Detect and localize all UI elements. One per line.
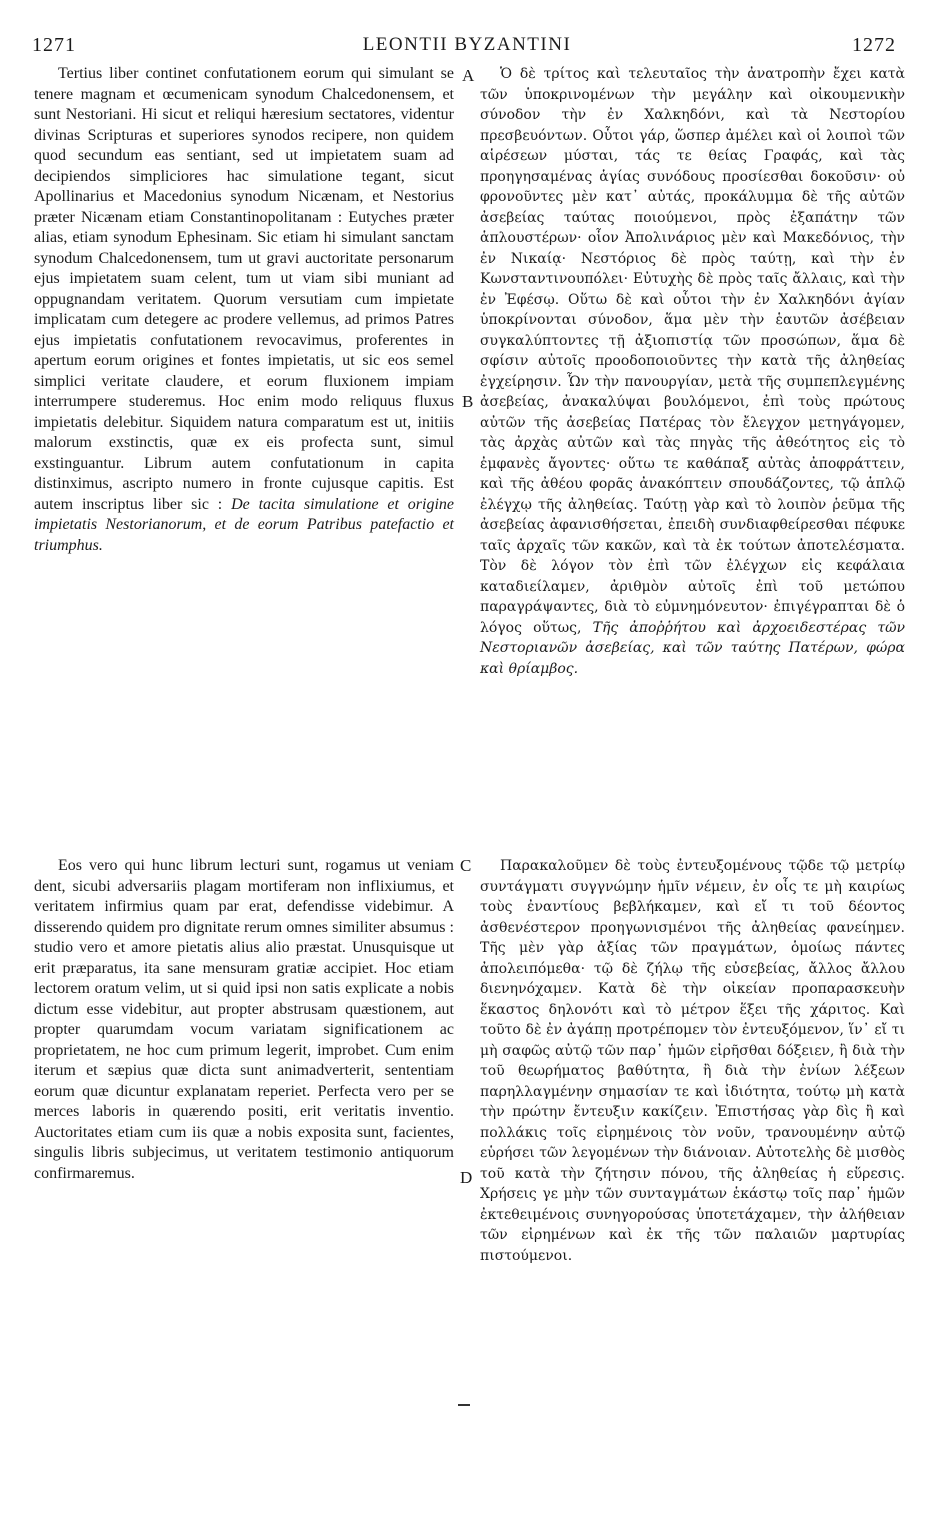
margin-marker-c: C [460,856,472,875]
latin-paragraph-1: Tertius liber continet confutationem eorum qui simulant se tenere magnam et œcumenicam synodum Chalcedonensem, et sunt Nestoriani. Hi sicut et reliqui hæresium sectatores, videntur divinas Scripturas et superiores synodos recipere, non quidem quod secundum eas sentiant, sed ut impietatem suam ad decipiendos simpliciores hac simulatione tegant, sicut Apollinarius et Macedonius synodum Nicænam, et Nestorius præter Nicænam etiam Constantinopolitanam : Eutyches præter alias, etiam synodum Ephesinam. Sic etiam hi simulant sanctam synodum Chalcedonensem, tum ut gravi auctoritate personarum ejus impietatem suam celent, tum ut viam sibi muniant ad oppugnandam veritatem. Quorum versutiam cum impietate implicatam cum detegere ac prodere vellemus, ad primos Patres ejus impietatis confutationem revocavimus, proferentes in apertum eorum origines et fontes impietatis, ut sic eos semel simplici veritate claudere, et eorum fluxionem impiam interrumpere studeremus. Hoc enim modo reliquus fluxus impietatis delebitur. Siquidem natura comparatum est ut, initiis malorum exstinctis, quæ ex eis profecta sunt, simul exstinguantur. Librum autem confutationum in capita distinximus, ascripto numero in fronte cujusque capitis. Est autem inscriptus liber sic : De tacita simulatione et origine impietatis Nestorianorum, et de eorum Patribus patefactio et triumphus. [34,65,454,554]
running-title: LEONTII BYZANTINI [362,34,572,55]
greek-paragraph-2: Παρακαλοῦμεν δὲ τοὺς ἐντευξομένους τῷδε τῷ μετρίῳ συντάγματι συγγνώμην ἡμῖν νέμειν, ἐν οἷς τε μὴ καιρίως τοὺς ἐναντίους βεβλήκαμεν, καὶ εἴ τι τοῦ δέοντος ἀσθενέστερον προηγωνισμένοι τῆς ἀληθείας φανείημεν. Τῆς μὲν γὰρ ἀξίας τῶν πραγμάτων, ὁμοίως πάντες ἀπολειπόμεθα· τῷ δὲ ζήλῳ τῆς εὐσεβείας, ἄλλος ἄλλου διενηνόχαμεν. Κατὰ δὲ τὴν οἰκείαν προπαρασκευὴν ἕκαστος δηλονότι καὶ τὸ μέτρον ἕξει τῆς χάριτος. Καὶ τοῦτο δὲ ἐν ἀγάπῃ προτρέπομεν τὸν ἐντευξόμενον, ἵν᾽ εἴ τι μὴ σαφῶς αὐτῷ τῶν παρ᾽ ἡμῶν εἰρῆσθαι δόξειεν, ἢ διὰ τὴν τοῦ θεωρήματος βαθύτητα, ἢ διὰ τὴν ἐνίων λέξεων παρηλλαγμένην σημασίαν τε καὶ ἰδιότητα, τούτῳ μὴ κατὰ τὴν πρώτην ἔντευξιν κακίζειν. Ἐπιστήσας γὰρ δὶς ἢ καὶ πολλάκις τοῖς εἰρημένοις τὸν νοῦν, τρανουμένην αὐτῷ εὑρήσει τῶν λεγομένων τὴν διάνοιαν. Αὐτοτελὴς δὲ μισθὸς τοῦ κατὰ τὴν ζήτησιν πόνου, τῆς ἀληθείας ἡ εὕρεσις. Χρήσεις γε μὴν τῶν συνταγμάτων ἑκάστῳ τοῖς παρ᾽ ἡμῶν ἐκτεθειμένοις συνηγορούσας ὑποτετάχαμεν, τὴν ἀλήθειαν τῶν εἰρημένων καὶ ἐκ τῆς τῶν παλαιῶν μαρτυρίας πιστούμενοι. [480,858,905,1264]
footer-dash [458,1404,470,1406]
page-number-right: 1272 [852,34,896,56]
page-header [0,22,934,62]
latin-column-lower [34,856,454,1184]
latin-book-title: De tacita simulatione et origine impietatis Nestorianorum, et de eorum Patribus patefactio et triumphus. [34,495,454,554]
margin-marker-b: B [462,392,474,411]
greek-column-lower [480,856,905,1266]
margin-marker-a: A [462,66,475,85]
greek-paragraph-1: Ὁ δὲ τρίτος καὶ τελευταῖος τὴν ἀνατροπὴν ἔχει κατὰ τῶν ὑποκρινομένων τὴν μεγάλην καὶ οἰκουμενικὴν σύνοδον τὴν ἐν Χαλκηδόνι, καὶ τὰ Νεστορίου πρεσβευόντων. Οὗτοι γάρ, ὥσπερ ἀμέλει καὶ οἱ λοιποὶ τῶν αἱρέσεων μύσται, τάς τε θείας Γραφάς, καὶ τὰς προηγησαμένας ἁγίας συνόδους προσίεσθαι δοκοῦσιν· οὐ φρονοῦντες μὲν κατ᾽ αὐτάς, προκάλυμμα δὲ τῆς αὐτῶν ἀσεβείας ταύτας ποιούμενοι, πρὸς ἐξαπάτην τῶν ἁπλουστέρων· οἷον Ἀπολινάριος μὲν καὶ Μακεδόνιος, τὴν ἐν Νικαίᾳ· Νεστόριος δὲ πρὸς ταύτῃ, καὶ τὴν ἐν Κωνσταντινουπόλει· Εὐτυχὴς δὲ πρὸς ταῖς ἄλλαις, καὶ τὴν ἐν Ἐφέσῳ. Οὕτω δὲ καὶ οὗτοι τὴν ἐν Χαλκηδόνι ἁγίαν ὑποκρίνονται σύνοδον, ἅμα μὲν τὴν ἑαυτῶν ἀσέβειαν συγκαλύπτοντες τῇ ἀξιοπιστίᾳ τῶν προσώπων, ἅμα δὲ σφίσιν αὐτοῖς προοδοποιοῦντες τὴν κατὰ τῆς ἀληθείας ἐγχείρησιν. Ὧν τὴν πανουργίαν, μετὰ τῆς συμπεπλεγμένης ἀσεβείας, ἀνακαλύψαι βουλόμενοι, ἐπὶ τοὺς πρώτους αὐτῶν τῆς ἀσεβείας Πατέρας τὸν ἔλεγχον μετηγάγομεν, τὰς ἀρχὰς αὐτῶν καὶ τὰς πηγὰς τῆς ἀθεότητος εἰς τὸ ἐμφανὲς ἄγοντες· οὕτω τε καθάπαξ αὐτὰς ἀποφράττειν, καὶ τῆς ἀθέου φορᾶς ἀνακόπτειν σπουδάζοντες, τῷ ἁπλῷ ἐλέγχῳ τῆς ἀληθείας. Ταύτῃ γὰρ καὶ τὸ λοιπὸν ῥεῦμα τῆς ἀσεβείας ἀφανισθήσεται, ἐπειδὴ συνδιαφθείρεσθαι πέφυκε ταῖς ἀρχαῖς τῶν κακῶν, καὶ τὰ ἐκ τούτων ἀποτελέσματα. Τὸν δὲ λόγον τὸν ἐπὶ τῶν ἐλέγχων εἰς κεφάλαια καταδιείλαμεν, ἀριθμὸν αὐτοῖς ἐπὶ τοῦ μετώπου παραγράψαντες, διὰ τὸ εὐμνημόνευτον· ἐπιγέγραπται δὲ ὁ λόγος οὕτως, Τῆς ἀποῤῥήτου καὶ ἀρχοειδεστέρας τῶν Νεστοριανῶν ἀσεβείας, καὶ τῶν ταύτης Πατέρων, φώρα καὶ θρίαμβος. [480,66,905,677]
margin-marker-d: D [460,1168,473,1187]
latin-paragraph-2: Eos vero qui hunc librum lecturi sunt, rogamus ut veniam dent, sicubi adversariis plagam mortiferam non inflixiumus, et veritatem infirmius quam par erat, defendisse videbimur. A disserendo quidem pro dignitate rerum omnes similiter absumus : studio vero et amore pietatis alius alio præstat. Unusquisque ut erit præparatus, ita sane mensuram gratiæ accipiet. Hoc etiam lectorem oratum velim, ut si quid ipsi non satis explicate a nobis dictum esse videbitur, aut propter abstrusam quæstionem, aut propter quarumdam vocum variatam significationem ac proprietatem, ne hoc cum primum legerit, improbet. Cum enim iterum et sæpius quæ dicta sunt animadverterit, sententiam eorum quæ dicuntur explanatam reperiet. Perfecta vero per se merces laboris in quærendo positi, erit veritatis inventio. Auctoritates etiam cum iis quæ a nobis exposita sunt, facientes, singulis libris subjecimus, ut veritatem testimonio antiquorum confirmaremus. [34,857,454,1182]
page-number-left: 1271 [32,34,76,56]
greek-column-upper [480,64,905,679]
latin-column-upper [34,64,454,556]
greek-book-title: Τῆς ἀποῤῥήτου καὶ ἀρχοειδεστέρας τῶν Νεστοριανῶν ἀσεβείας, καὶ τῶν ταύτης Πατέρων, φώρα καὶ θρίαμβος. [480,619,905,677]
